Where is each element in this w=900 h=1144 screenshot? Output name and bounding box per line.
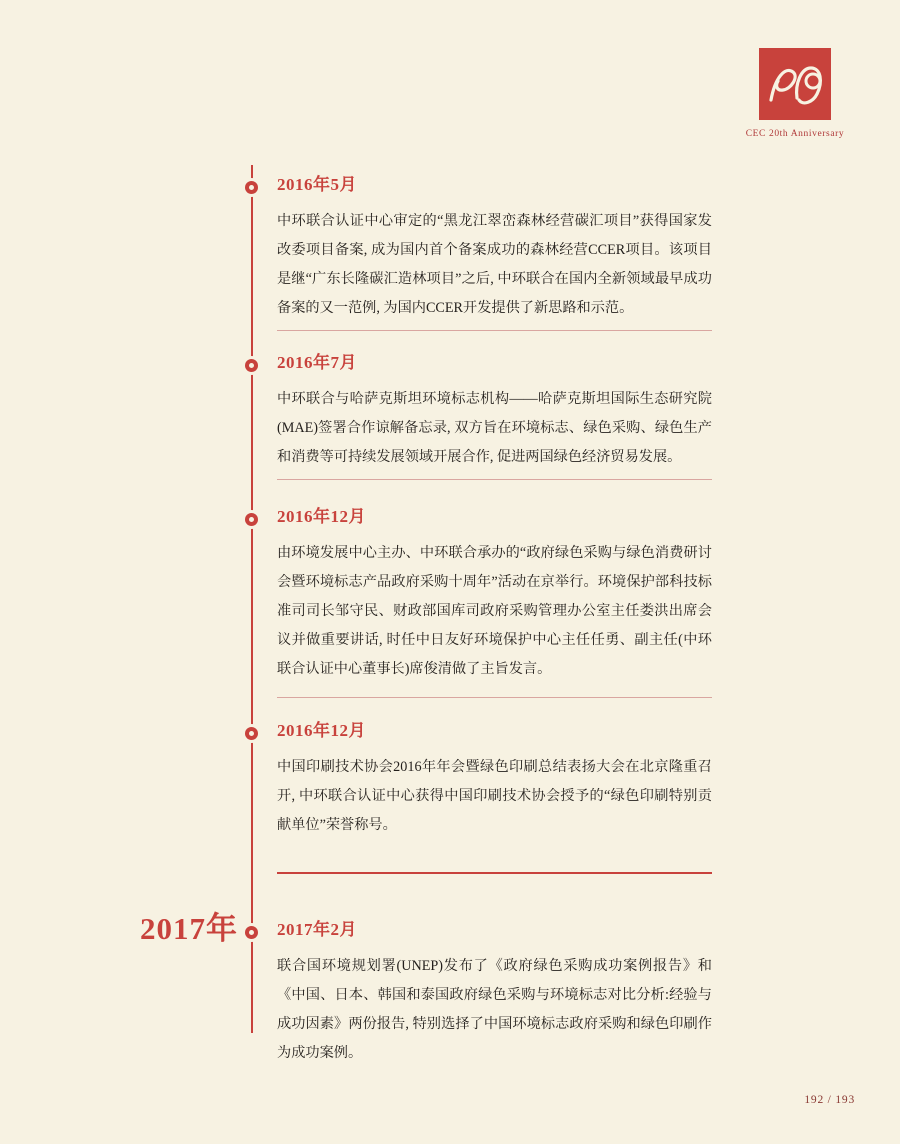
- timeline-dot-icon: [245, 181, 258, 194]
- entry-date: 2016年5月: [277, 175, 357, 194]
- entry-date: 2017年2月: [277, 920, 357, 939]
- entry-text: 中国印刷技术协会2016年年会暨绿色印刷总结表扬大会在北京隆重召开, 中环联合认证中心获得中国印刷技术协会授予的“绿色印刷特别贡献单位”荣誉称号。: [277, 759, 712, 834]
- year-divider: [277, 872, 712, 874]
- entry-text: 联合国环境规划署(UNEP)发布了《政府绿色采购成功案例报告》和《中国、日本、韩国和泰国政府绿色采购与环境标志对比分析:经验与成功因素》两份报告, 特别选择了中国环境标志政府采购和绿色印刷作为成功案例。: [277, 958, 712, 1062]
- entry-date: 2016年7月: [277, 353, 357, 372]
- timeline-dot-icon: [245, 513, 258, 526]
- logo-caption: CEC 20th Anniversary: [745, 129, 845, 139]
- anniversary-logo: [735, 48, 855, 139]
- entry-divider: [277, 697, 712, 698]
- entry-date: 2016年12月: [277, 507, 366, 526]
- entry-text: 中环联合认证中心审定的“黑龙江翠峦森林经营碳汇项目”获得国家发改委项目备案, 成为国内首个备案成功的森林经营CCER项目。该项目是继“广东长隆碳汇造林项目”之后, 中环联合在国内全新领域最早成功备案的又一范例, 为国内CCER开发提供了新思路和示范。: [277, 213, 712, 317]
- entry-divider: [277, 479, 712, 480]
- timeline-entry: [232, 915, 712, 1068]
- timeline-entry: [232, 716, 712, 840]
- timeline-dot-icon: [245, 926, 258, 939]
- timeline-dot-icon: [245, 727, 258, 740]
- entry-text: 由环境发展中心主办、中环联合承办的“政府绿色采购与绿色消费研讨会暨环境标志产品政府采购十周年”活动在京举行。环境保护部科技标准司司长邹守民、财政部国库司政府采购管理办公室主任娄洪出席会议并做重要讲话, 时任中日友好环境保护中心主任任勇、副主任(中环联合认证中心董事长)席俊清做了主旨发言。: [277, 545, 712, 678]
- year-marker: 2017年: [140, 911, 238, 946]
- page-number: 192 / 193: [804, 1094, 855, 1106]
- logo-mark-icon: [759, 48, 831, 120]
- timeline-dot-icon: [245, 359, 258, 372]
- timeline-entry: [232, 170, 712, 323]
- timeline-entry: [232, 502, 712, 685]
- entry-divider: [277, 330, 712, 331]
- timeline-entry: [232, 348, 712, 472]
- entry-text: 中环联合与哈萨克斯坦环境标志机构——哈萨克斯坦国际生态研究院(MAE)签署合作谅解备忘录, 双方旨在环境标志、绿色采购、绿色生产和消费等可持续发展领域开展合作, 促进两国绿色经济贸易发展。: [277, 391, 712, 466]
- entry-date: 2016年12月: [277, 721, 366, 740]
